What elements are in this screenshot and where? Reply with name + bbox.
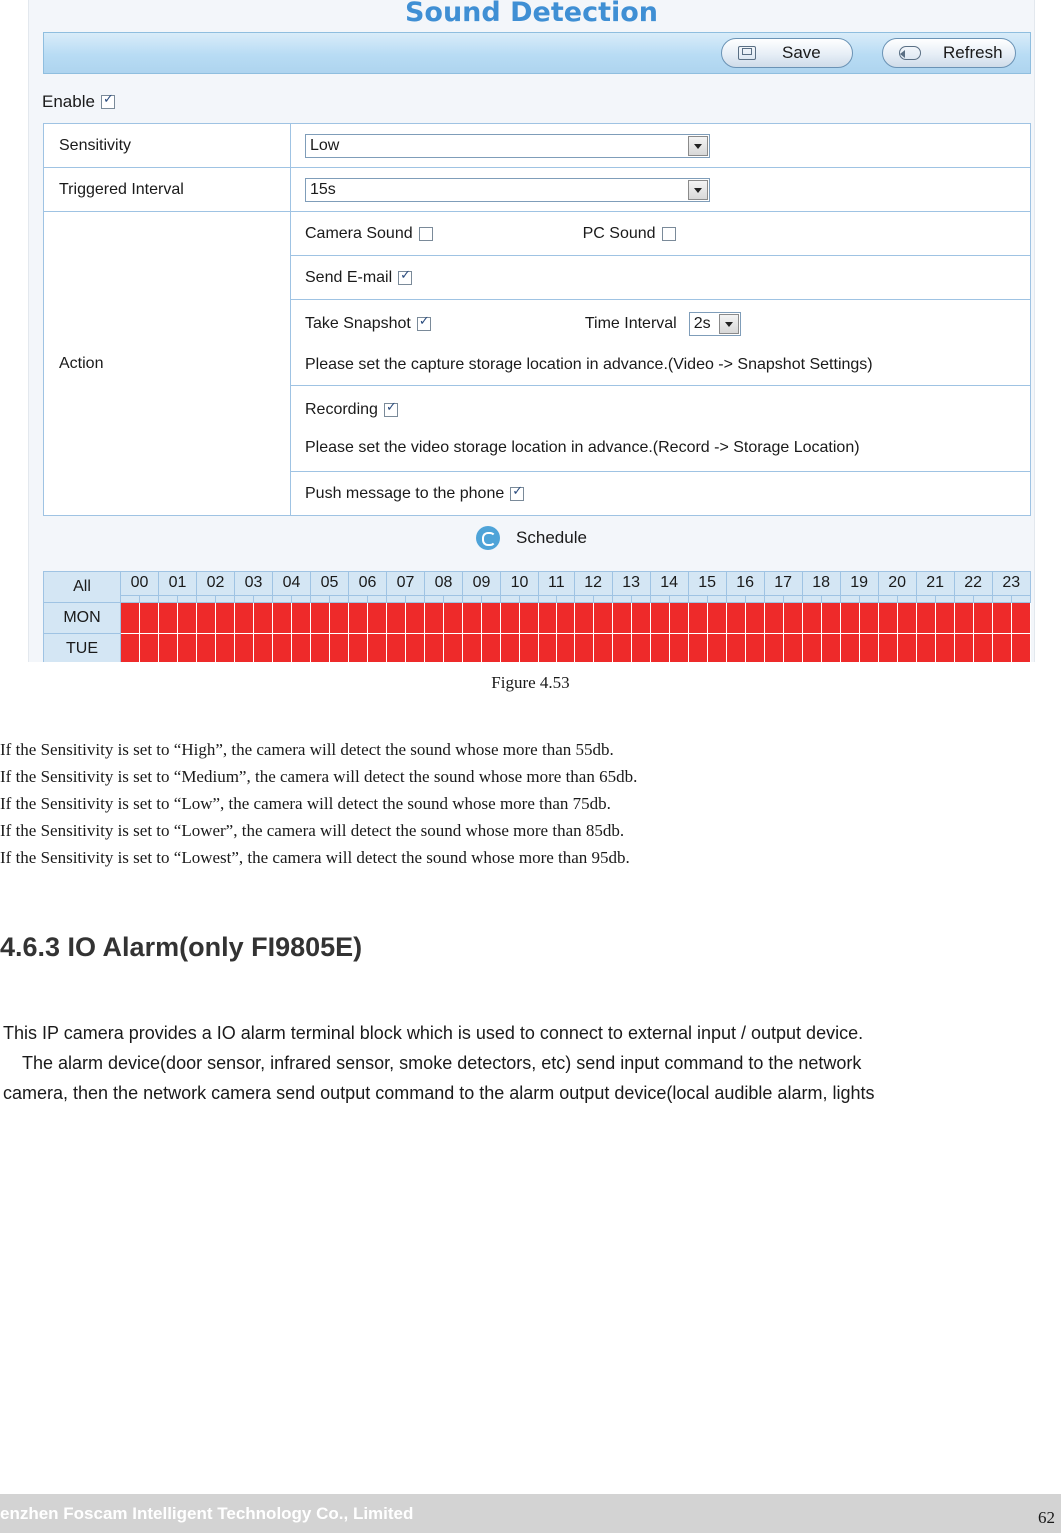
push-message-label: Push message to the phone — [305, 484, 505, 502]
schedule-slot[interactable] — [612, 603, 631, 634]
schedule-slot[interactable] — [574, 634, 593, 663]
schedule-slot[interactable] — [897, 634, 916, 663]
schedule-slot[interactable] — [707, 634, 726, 663]
schedule-slot[interactable] — [139, 603, 158, 634]
schedule-slot[interactable] — [121, 603, 140, 634]
camera-sound-checkbox[interactable] — [419, 227, 433, 241]
hour-label: 23 — [1002, 574, 1021, 591]
hour-header-12[interactable] — [574, 572, 612, 603]
schedule-slot[interactable] — [273, 634, 292, 663]
schedule-slot[interactable] — [235, 603, 254, 634]
schedule-slot[interactable] — [992, 603, 1011, 634]
triggered-interval-select[interactable] — [305, 178, 710, 202]
hour-header-19[interactable] — [840, 572, 878, 603]
schedule-slot[interactable] — [405, 634, 424, 663]
dropdown-arrow-icon — [688, 136, 708, 156]
schedule-slot[interactable] — [291, 634, 310, 663]
hour-label: 06 — [358, 574, 377, 591]
hour-header-23[interactable] — [992, 572, 1030, 603]
hour-label: 21 — [926, 574, 944, 591]
schedule-slot[interactable] — [745, 634, 764, 663]
page-footer — [0, 1494, 1061, 1533]
hour-header-06[interactable] — [349, 572, 387, 603]
schedule-slot[interactable] — [821, 634, 840, 663]
hour-label: 05 — [320, 574, 339, 591]
hour-header-11[interactable] — [539, 572, 575, 603]
push-message-checkbox[interactable] — [510, 487, 524, 501]
hour-label: 01 — [168, 574, 187, 591]
section-body — [0, 1018, 1061, 1108]
schedule-slot[interactable] — [177, 603, 196, 634]
schedule-title: Schedule — [516, 528, 587, 547]
schedule-slot[interactable] — [273, 603, 292, 634]
dropdown-arrow-icon — [688, 180, 708, 200]
body-line: The alarm device(door sensor, infrared sensor, smoke detectors, etc) send input command to the network — [22, 1053, 862, 1073]
schedule-slot[interactable] — [519, 634, 538, 663]
recording-label: Recording — [305, 400, 378, 418]
take-snapshot-label: Take Snapshot — [305, 314, 411, 332]
hour-label: 08 — [434, 574, 453, 591]
schedule-slot[interactable] — [954, 634, 973, 663]
pc-sound-checkbox[interactable] — [662, 227, 676, 241]
schedule-slot[interactable] — [935, 603, 954, 634]
schedule-slot[interactable] — [501, 634, 520, 663]
send-email-label: Send E-mail — [305, 268, 393, 286]
schedule-slot[interactable] — [745, 603, 764, 634]
schedule-slot[interactable] — [121, 634, 140, 663]
enable-label: Enable — [42, 92, 95, 111]
schedule-slot[interactable] — [859, 634, 878, 663]
schedule-slot[interactable] — [688, 634, 707, 663]
sensitivity-line: If the Sensitivity is set to “High”, the camera will detect the sound whose more than 55db. — [0, 740, 614, 759]
schedule-slot[interactable] — [349, 603, 368, 634]
sensitivity-value: Low — [310, 136, 340, 154]
schedule-slot[interactable] — [973, 634, 992, 663]
schedule-slot[interactable] — [177, 634, 196, 663]
schedule-slot[interactable] — [992, 634, 1011, 663]
hour-header-02[interactable] — [197, 572, 235, 603]
schedule-slot[interactable] — [783, 634, 802, 663]
refresh-button[interactable] — [882, 38, 1016, 68]
sensitivity-line: If the Sensitivity is set to “Lower”, the camera will detect the sound whose more than 85db. — [0, 821, 625, 840]
schedule-slot[interactable] — [726, 634, 745, 663]
dropdown-arrow-icon — [719, 314, 739, 334]
recording-note: Please set the video storage location in advance.(Record -> Storage Location) — [305, 438, 860, 456]
hour-label: 16 — [736, 574, 754, 591]
hour-header-13[interactable] — [612, 572, 650, 603]
hour-label: 17 — [774, 574, 792, 591]
schedule-slot[interactable] — [593, 634, 612, 663]
hour-label: 15 — [698, 574, 716, 591]
schedule-grid — [43, 571, 1031, 662]
schedule-slot[interactable] — [425, 603, 444, 634]
schedule-slot[interactable] — [821, 603, 840, 634]
page-number: 62 — [1038, 1508, 1055, 1527]
schedule-slot[interactable] — [726, 603, 745, 634]
hour-label: 13 — [622, 574, 640, 591]
hour-label: 09 — [472, 574, 491, 591]
hour-label: 00 — [130, 574, 149, 591]
sensitivity-label: Sensitivity — [44, 124, 291, 168]
schedule-slot[interactable] — [1011, 603, 1030, 634]
schedule-slot[interactable] — [519, 603, 538, 634]
toolbar — [43, 32, 1031, 74]
schedule-slot[interactable] — [463, 603, 482, 634]
enable-row — [42, 92, 115, 112]
schedule-slot[interactable] — [139, 634, 158, 663]
schedule-slot[interactable] — [197, 634, 216, 663]
schedule-slot[interactable] — [539, 634, 557, 663]
save-label: Save — [782, 43, 821, 62]
save-icon — [738, 46, 756, 60]
schedule-slot[interactable] — [764, 634, 783, 663]
time-interval-value: 2s — [693, 314, 711, 332]
schedule-slot[interactable] — [349, 634, 368, 663]
schedule-header — [29, 526, 1034, 550]
detection-form — [43, 123, 1031, 516]
schedule-slot[interactable] — [878, 603, 897, 634]
hour-label: 10 — [510, 574, 529, 591]
schedule-slot[interactable] — [463, 634, 482, 663]
schedule-slot[interactable] — [329, 603, 348, 634]
schedule-slot[interactable] — [481, 634, 500, 663]
refresh-label: Refresh — [943, 43, 1003, 62]
schedule-slot[interactable] — [764, 603, 783, 634]
schedule-slot[interactable] — [802, 603, 821, 634]
day-label-tue[interactable]: TUE — [44, 634, 121, 663]
recording-checkbox[interactable] — [384, 403, 398, 417]
hour-header-09[interactable] — [463, 572, 501, 603]
schedule-slot[interactable] — [215, 603, 234, 634]
body-line: This IP camera provides a IO alarm terminal block which is used to connect to external input / output device. — [3, 1023, 864, 1043]
schedule-slot[interactable] — [329, 634, 348, 663]
action-label: Action — [44, 212, 291, 516]
schedule-slot[interactable] — [425, 634, 444, 663]
schedule-slot[interactable] — [574, 603, 593, 634]
send-email-checkbox[interactable] — [398, 271, 412, 285]
hour-header-01[interactable] — [159, 572, 197, 603]
hour-label: 12 — [584, 574, 602, 591]
hour-label: 02 — [206, 574, 225, 591]
figure-caption: Figure 4.53 — [491, 673, 570, 692]
schedule-slot[interactable] — [650, 634, 669, 663]
hour-header-04[interactable] — [273, 572, 311, 603]
hour-header-00[interactable] — [121, 572, 159, 603]
sensitivity-line: If the Sensitivity is set to “Low”, the camera will detect the sound whose more than 75db. — [0, 794, 611, 813]
sensitivity-select[interactable] — [305, 134, 710, 158]
enable-checkbox[interactable] — [101, 95, 115, 109]
hour-header-17[interactable] — [764, 572, 802, 603]
day-label-mon[interactable]: MON — [44, 603, 121, 634]
hour-header-14[interactable] — [650, 572, 688, 603]
select-all-cell[interactable]: All — [44, 572, 121, 603]
refresh-icon — [899, 46, 921, 60]
panel-title: Sound Detection — [404, 0, 659, 28]
schedule-slot[interactable] — [1011, 634, 1030, 663]
schedule-slot[interactable] — [387, 603, 406, 634]
schedule-slot[interactable] — [669, 634, 688, 663]
schedule-slot[interactable] — [840, 603, 859, 634]
hour-header-15[interactable] — [688, 572, 726, 603]
hour-header-18[interactable] — [802, 572, 840, 603]
snapshot-note: Please set the capture storage location in advance.(Video -> Snapshot Settings) — [305, 355, 873, 373]
schedule-slot[interactable] — [159, 603, 178, 634]
schedule-slot[interactable] — [593, 603, 612, 634]
schedule-slot[interactable] — [840, 634, 859, 663]
schedule-slot[interactable] — [405, 603, 424, 634]
sensitivity-line: If the Sensitivity is set to “Medium”, the camera will detect the sound whose more than 65db. — [0, 767, 638, 786]
hour-label: 18 — [812, 574, 830, 591]
take-snapshot-checkbox[interactable] — [417, 317, 431, 331]
schedule-slot[interactable] — [159, 634, 178, 663]
schedule-slot[interactable] — [802, 634, 821, 663]
schedule-slot[interactable] — [367, 603, 386, 634]
schedule-slot[interactable] — [291, 603, 310, 634]
schedule-slot[interactable] — [859, 603, 878, 634]
hour-label: 07 — [396, 574, 415, 591]
schedule-slot[interactable] — [387, 634, 406, 663]
body-line: camera, then the network camera send output command to the alarm output device(local audible alarm, lights — [3, 1083, 875, 1103]
schedule-slot[interactable] — [311, 603, 330, 634]
schedule-slot[interactable] — [197, 603, 216, 634]
schedule-slot[interactable] — [669, 603, 688, 634]
schedule-slot[interactable] — [954, 603, 973, 634]
schedule-slot[interactable] — [539, 603, 557, 634]
schedule-slot[interactable] — [916, 603, 935, 634]
schedule-slot[interactable] — [367, 634, 386, 663]
schedule-slot[interactable] — [556, 603, 574, 634]
pc-sound-label: PC Sound — [582, 224, 656, 242]
time-interval-select[interactable] — [689, 312, 741, 336]
schedule-slot[interactable] — [783, 603, 802, 634]
clock-icon — [476, 526, 500, 550]
hour-header-03[interactable] — [235, 572, 273, 603]
hour-label: 14 — [660, 574, 678, 591]
hour-header-16[interactable] — [726, 572, 764, 603]
schedule-slot[interactable] — [501, 603, 520, 634]
hour-header-20[interactable] — [878, 572, 916, 603]
schedule-slot[interactable] — [631, 634, 650, 663]
hour-header-10[interactable] — [501, 572, 539, 603]
sound-detection-screenshot — [28, 0, 1035, 662]
schedule-slot[interactable] — [916, 634, 935, 663]
schedule-slot[interactable] — [311, 634, 330, 663]
schedule-slot[interactable] — [253, 634, 272, 663]
hour-header-05[interactable] — [311, 572, 349, 603]
hour-label: 22 — [964, 574, 982, 591]
schedule-slot[interactable] — [688, 603, 707, 634]
triggered-interval-value: 15s — [310, 180, 336, 198]
section-heading: 4.6.3 IO Alarm(only FI9805E) — [0, 932, 363, 962]
sensitivity-line: If the Sensitivity is set to “Lowest”, the camera will detect the sound whose more than 95db. — [0, 848, 630, 867]
triggered-interval-label: Triggered Interval — [44, 168, 291, 212]
hour-header-08[interactable] — [425, 572, 463, 603]
schedule-slot[interactable] — [443, 603, 462, 634]
schedule-slot[interactable] — [443, 634, 462, 663]
schedule-slot[interactable] — [878, 634, 897, 663]
hour-header-21[interactable] — [916, 572, 954, 603]
hour-label: 04 — [282, 574, 301, 591]
time-interval-label: Time Interval — [584, 314, 677, 332]
schedule-slot[interactable] — [612, 634, 631, 663]
schedule-slot[interactable] — [253, 603, 272, 634]
hour-label: 19 — [850, 574, 868, 591]
schedule-slot[interactable] — [973, 603, 992, 634]
hour-label: 20 — [888, 574, 906, 591]
schedule-slot[interactable] — [631, 603, 650, 634]
schedule-slot[interactable] — [215, 634, 234, 663]
hour-header-07[interactable] — [387, 572, 425, 603]
schedule-slot[interactable] — [556, 634, 574, 663]
hour-label: 03 — [244, 574, 263, 591]
schedule-slot[interactable] — [650, 603, 669, 634]
schedule-slot[interactable] — [935, 634, 954, 663]
save-button[interactable] — [721, 38, 853, 68]
sensitivity-explanations — [0, 736, 637, 871]
hour-header-22[interactable] — [954, 572, 992, 603]
footer-company: enzhen Foscam Intelligent Technology Co., Limited — [0, 1504, 414, 1523]
schedule-slot[interactable] — [481, 603, 500, 634]
hour-label: 11 — [547, 574, 565, 591]
camera-sound-label: Camera Sound — [305, 224, 413, 242]
schedule-slot[interactable] — [235, 634, 254, 663]
schedule-slot[interactable] — [897, 603, 916, 634]
schedule-slot[interactable] — [707, 603, 726, 634]
